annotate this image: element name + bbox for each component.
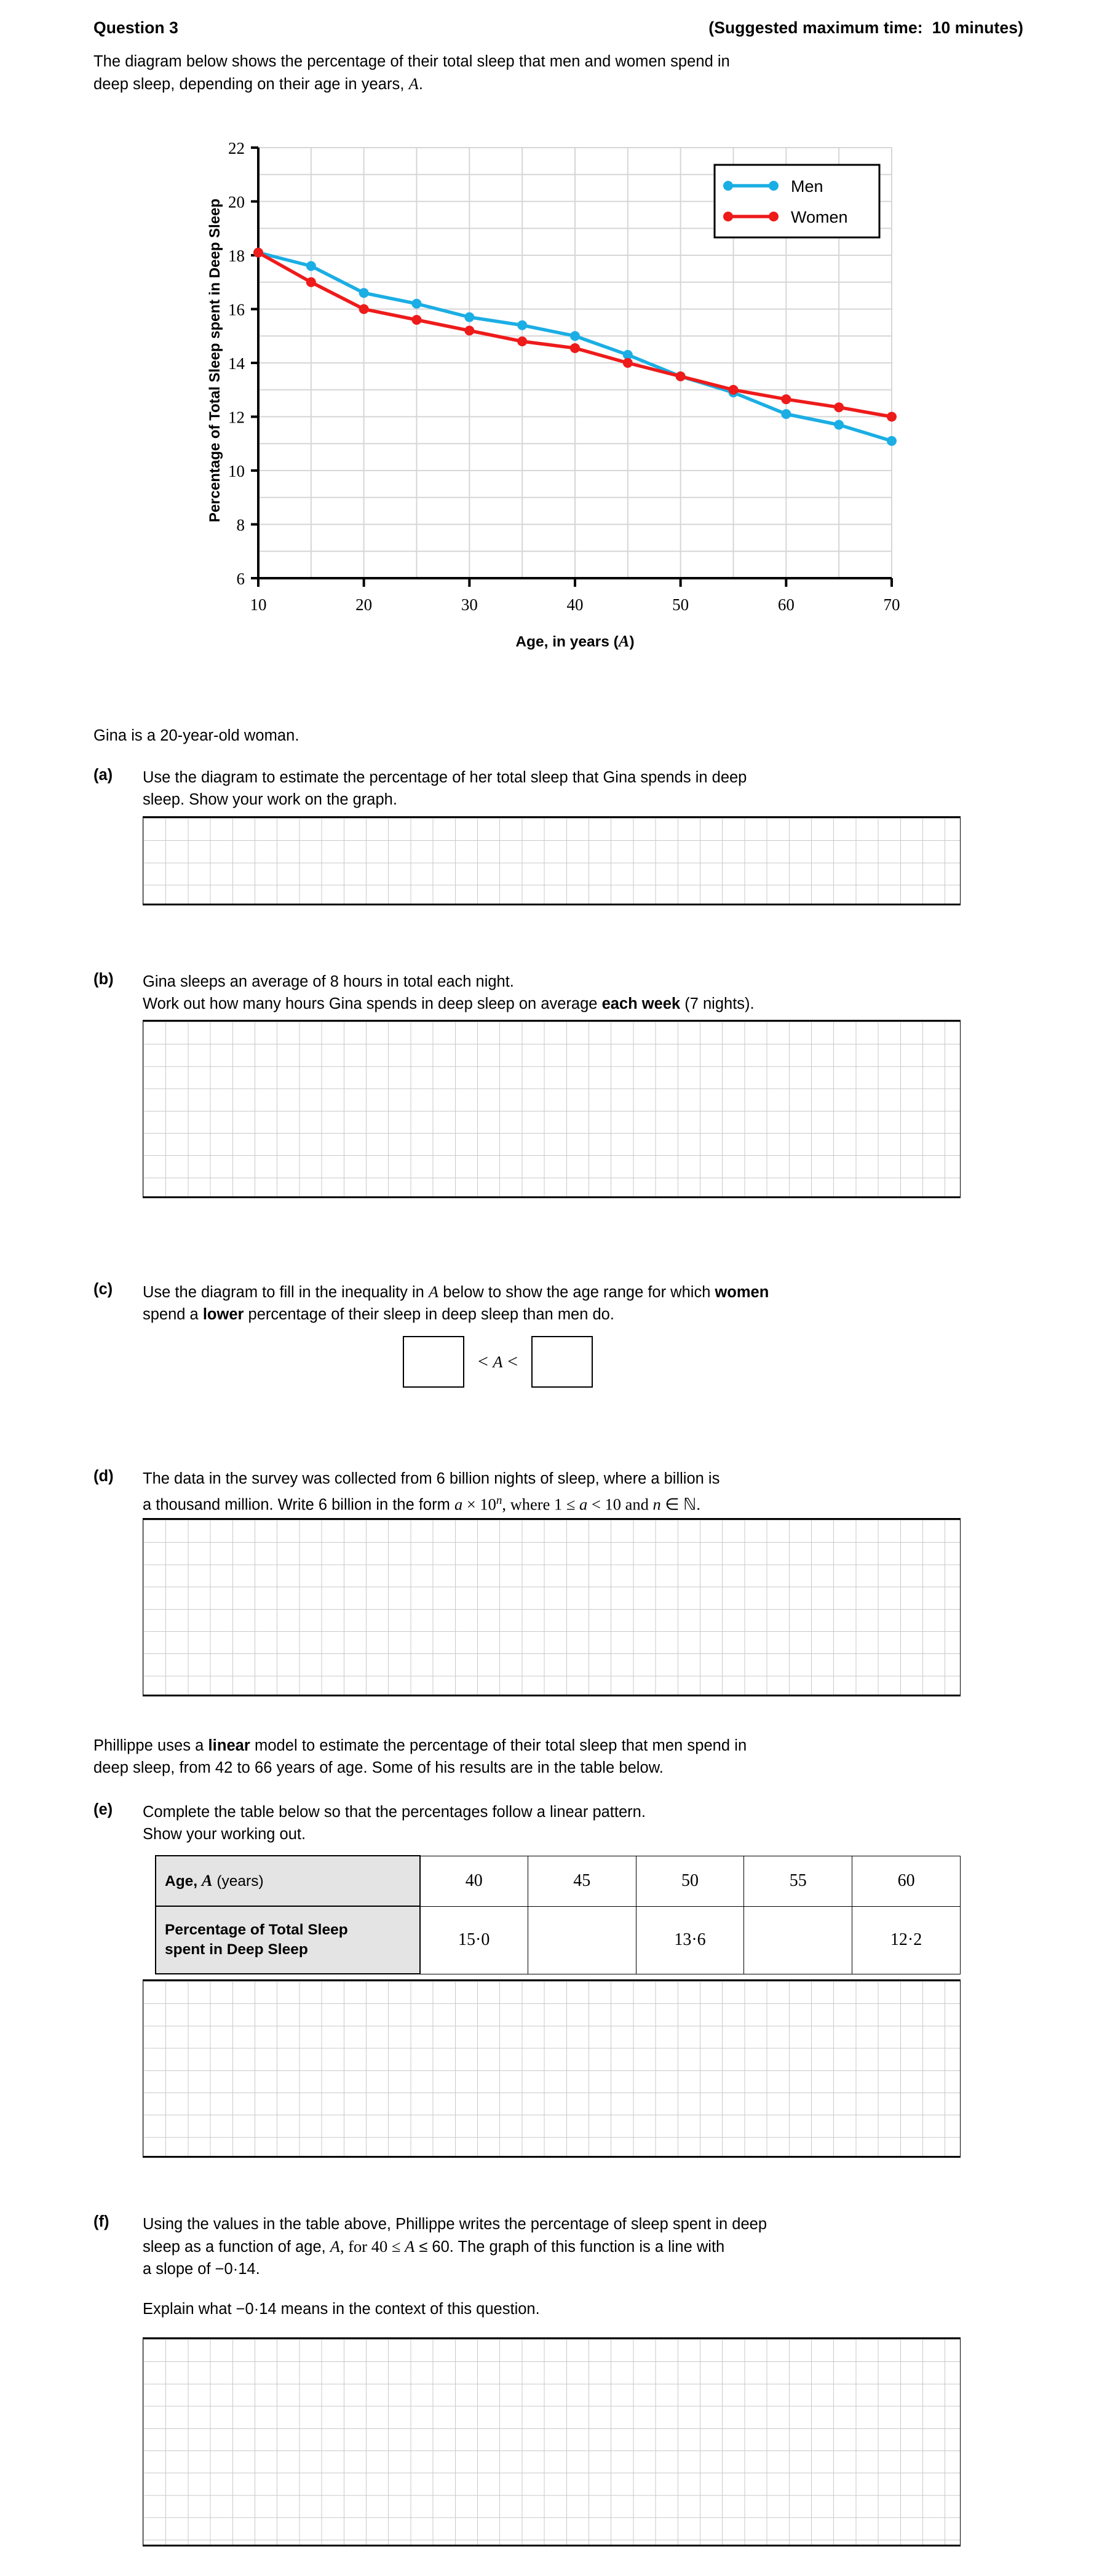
y-axis-tick-label: 12 [228,408,245,427]
legend-label-women: Women [791,208,848,226]
table-cell-pct-1[interactable] [528,1906,636,1974]
data-point-men [517,320,527,330]
data-point-men [887,436,897,446]
part-b-line-1: Gina sleeps an average of 8 hours in total each night. [143,973,514,990]
part-d-line-2-mid: , where 1 ≤ [502,1495,580,1514]
table-cell-pct-3[interactable] [744,1906,852,1974]
table-cell-pct-2[interactable]: 13·6 [636,1906,744,1974]
part-f-line-1: Using the values in the table above, Phillippe writes the percentage of sleep spent in deep [143,2216,767,2233]
data-point-women [834,402,844,412]
part-e-line-1: Complete the table below so that the percentages follow a linear pattern. [143,1803,646,1821]
question-label: Question 3 [93,18,178,37]
data-point-women [359,304,369,314]
inequality-lower-bound-box[interactable] [403,1336,464,1388]
phillippe-linear-bold: linear [208,1737,250,1754]
inequality-upper-bound-box[interactable] [531,1336,593,1388]
part-f-line-2-post: ≤ 60. The graph of this function is a line with [414,2238,725,2256]
legend-marker [769,212,779,221]
x-axis-tick-label: 40 [566,595,584,614]
part-e-label: (e) [93,1801,113,1818]
y-axis-label-text: Percentage of Total Sleep spent in Deep Sleep [207,198,223,523]
part-f-line-2-pre: sleep as a function of age, [143,2238,330,2256]
x-axis-tick-label: 70 [883,595,900,614]
data-point-women [623,358,633,368]
data-point-women [676,372,686,381]
table-header-age: Age, A (years) [156,1856,420,1906]
intro-line-2-pre: deep sleep, depending on their age in years, [93,76,409,93]
data-point-men [464,312,474,322]
phillippe-line-1-post: model to estimate the percentage of their total sleep that men spend in [250,1737,747,1754]
data-point-men [834,420,844,430]
part-d-line-2-pre: a thousand million. Write 6 billion in the form [143,1496,454,1514]
data-point-women [517,336,527,346]
table-cell-age-1: 45 [528,1856,636,1906]
part-d-var-a: a [454,1495,463,1514]
part-e-text [143,1801,967,1845]
part-c-line-1-pre: Use the diagram to fill in the inequality in [143,1284,429,1301]
part-a-text [143,766,961,811]
legend-marker [723,181,733,191]
answer-box-e[interactable] [143,1979,961,2158]
table-cell-pct-0[interactable]: 15·0 [420,1906,528,1974]
gina-note: Gina is a 20-year-old woman. [93,727,299,744]
page-header [93,18,1023,38]
part-f-var-a: A [330,2237,340,2256]
inequality-row [403,1336,593,1388]
linear-model-table [155,1855,961,1974]
y-axis-tick-label: 22 [228,139,245,157]
part-a-line-1: Use the diagram to estimate the percentage of her total sleep that Gina spends in deep [143,769,747,786]
part-c-line-2-post: percentage of their sleep in deep sleep than men do. [244,1306,614,1323]
answer-box-d[interactable] [143,1518,961,1696]
y-axis-tick-label: 8 [236,515,245,535]
part-c-label: (c) [93,1281,113,1298]
y-axis-tick-label: 20 [228,193,245,212]
data-point-women [306,277,316,287]
inequality-expression: < A < [478,1351,518,1372]
part-b-label: (b) [93,971,114,988]
part-f-line-3: a slope of −0·14. [143,2260,260,2278]
intro-variable-a: A [408,74,419,93]
part-d-text [143,1468,967,1516]
part-d-times-ten: × 10 [462,1495,496,1514]
data-point-women [253,248,263,258]
table-cell-age-0: 40 [420,1856,528,1906]
answer-box-f[interactable] [143,2337,961,2546]
legend-label-men: Men [791,177,823,196]
legend-marker [723,212,733,221]
part-c-lower-bold: lower [202,1306,244,1323]
part-e-line-2: Show your working out. [143,1826,306,1843]
data-point-men [570,331,580,341]
answer-box-b[interactable] [143,1020,961,1198]
part-d-lt-ten: < 10 and [587,1495,653,1514]
data-point-women [464,326,474,336]
y-axis-tick-label: 16 [228,300,245,319]
part-c-text [143,1281,967,1326]
deep-sleep-chart [93,137,954,678]
part-f-var-a2: A [405,2237,415,2256]
part-b-line-2-pre: Work out how many hours Gina spends in deep sleep on average [143,995,602,1012]
part-b-text [143,971,961,1015]
answer-box-a[interactable] [143,816,961,905]
chart-svg [93,137,954,678]
x-axis-tick-label: 10 [250,595,267,614]
intro-paragraph [93,50,954,95]
y-axis-tick-label: 14 [228,354,245,373]
table-row-age [156,1856,961,1906]
x-axis-tick-label: 20 [355,595,373,614]
table-row-percentage [156,1906,961,1974]
legend-marker [769,181,779,191]
x-axis-tick-label: 30 [461,595,478,614]
part-d-exponent-n: n [496,1494,502,1507]
data-point-women [887,412,897,422]
data-point-women [729,385,739,395]
y-axis-tick-label: 6 [236,570,245,588]
table-cell-pct-4[interactable]: 12·2 [852,1906,961,1974]
data-point-women [781,394,791,404]
part-c-line-1-mid: below to show the age range for which [438,1284,715,1301]
suggested-time-note: (Suggested maximum time: 10 minutes) [708,18,1023,37]
x-axis-tick-label: 50 [672,595,689,614]
y-axis-tick-label: 18 [228,247,245,265]
x-axis-label-text: Age, in years (A) [515,632,635,650]
part-c-variable-a: A [428,1282,439,1301]
intro-line-1: The diagram below shows the percentage of their total sleep that men and women spend in [93,53,730,70]
part-b-line-2-post: (7 nights). [680,995,755,1012]
table-cell-age-4: 60 [852,1856,961,1906]
part-b-each-week: each week [601,995,681,1012]
part-d-in-naturals: ∈ ℕ. [660,1495,700,1514]
data-point-women [570,343,580,353]
part-f-explain-prompt: Explain what −0·14 means in the context of this question. [143,2300,540,2318]
part-a-label: (a) [93,766,113,784]
data-point-men [359,288,369,298]
part-a-line-2: sleep. Show your work on the graph. [143,791,397,808]
data-point-men [781,409,791,419]
part-f-label: (f) [93,2213,109,2230]
phillippe-line-1-pre: Phillippe uses a [93,1737,208,1754]
table-cell-age-2: 50 [636,1856,744,1906]
part-c-line-2-pre: spend a [143,1306,203,1323]
chart-legend-box [715,165,879,237]
table-cell-age-3: 55 [744,1856,852,1906]
intro-line-2-post: . [418,76,424,93]
chart-x-axis-label [258,632,892,651]
part-d-var-a2: a [579,1495,588,1514]
phillippe-paragraph [93,1735,954,1779]
part-d-var-n2: n [652,1495,661,1514]
part-d-line-1: The data in the survey was collected from 6 billion nights of sleep, where a billion is [143,1470,720,1487]
part-f-text [143,2213,967,2280]
part-f-line-2-mid: , for 40 ≤ [339,2237,405,2256]
phillippe-line-2: deep sleep, from 42 to 66 years of age. Some of his results are in the table below. [93,1759,664,1776]
part-c-women-bold: women [715,1284,769,1301]
x-axis-tick-label: 60 [777,595,795,614]
y-axis-tick-label: 10 [228,462,245,480]
data-point-men [412,299,422,309]
data-point-women [412,315,422,325]
table-header-percentage: Percentage of Total Sleep spent in Deep Sleep [156,1906,420,1974]
data-point-men [306,261,316,271]
part-d-label: (d) [93,1468,114,1485]
